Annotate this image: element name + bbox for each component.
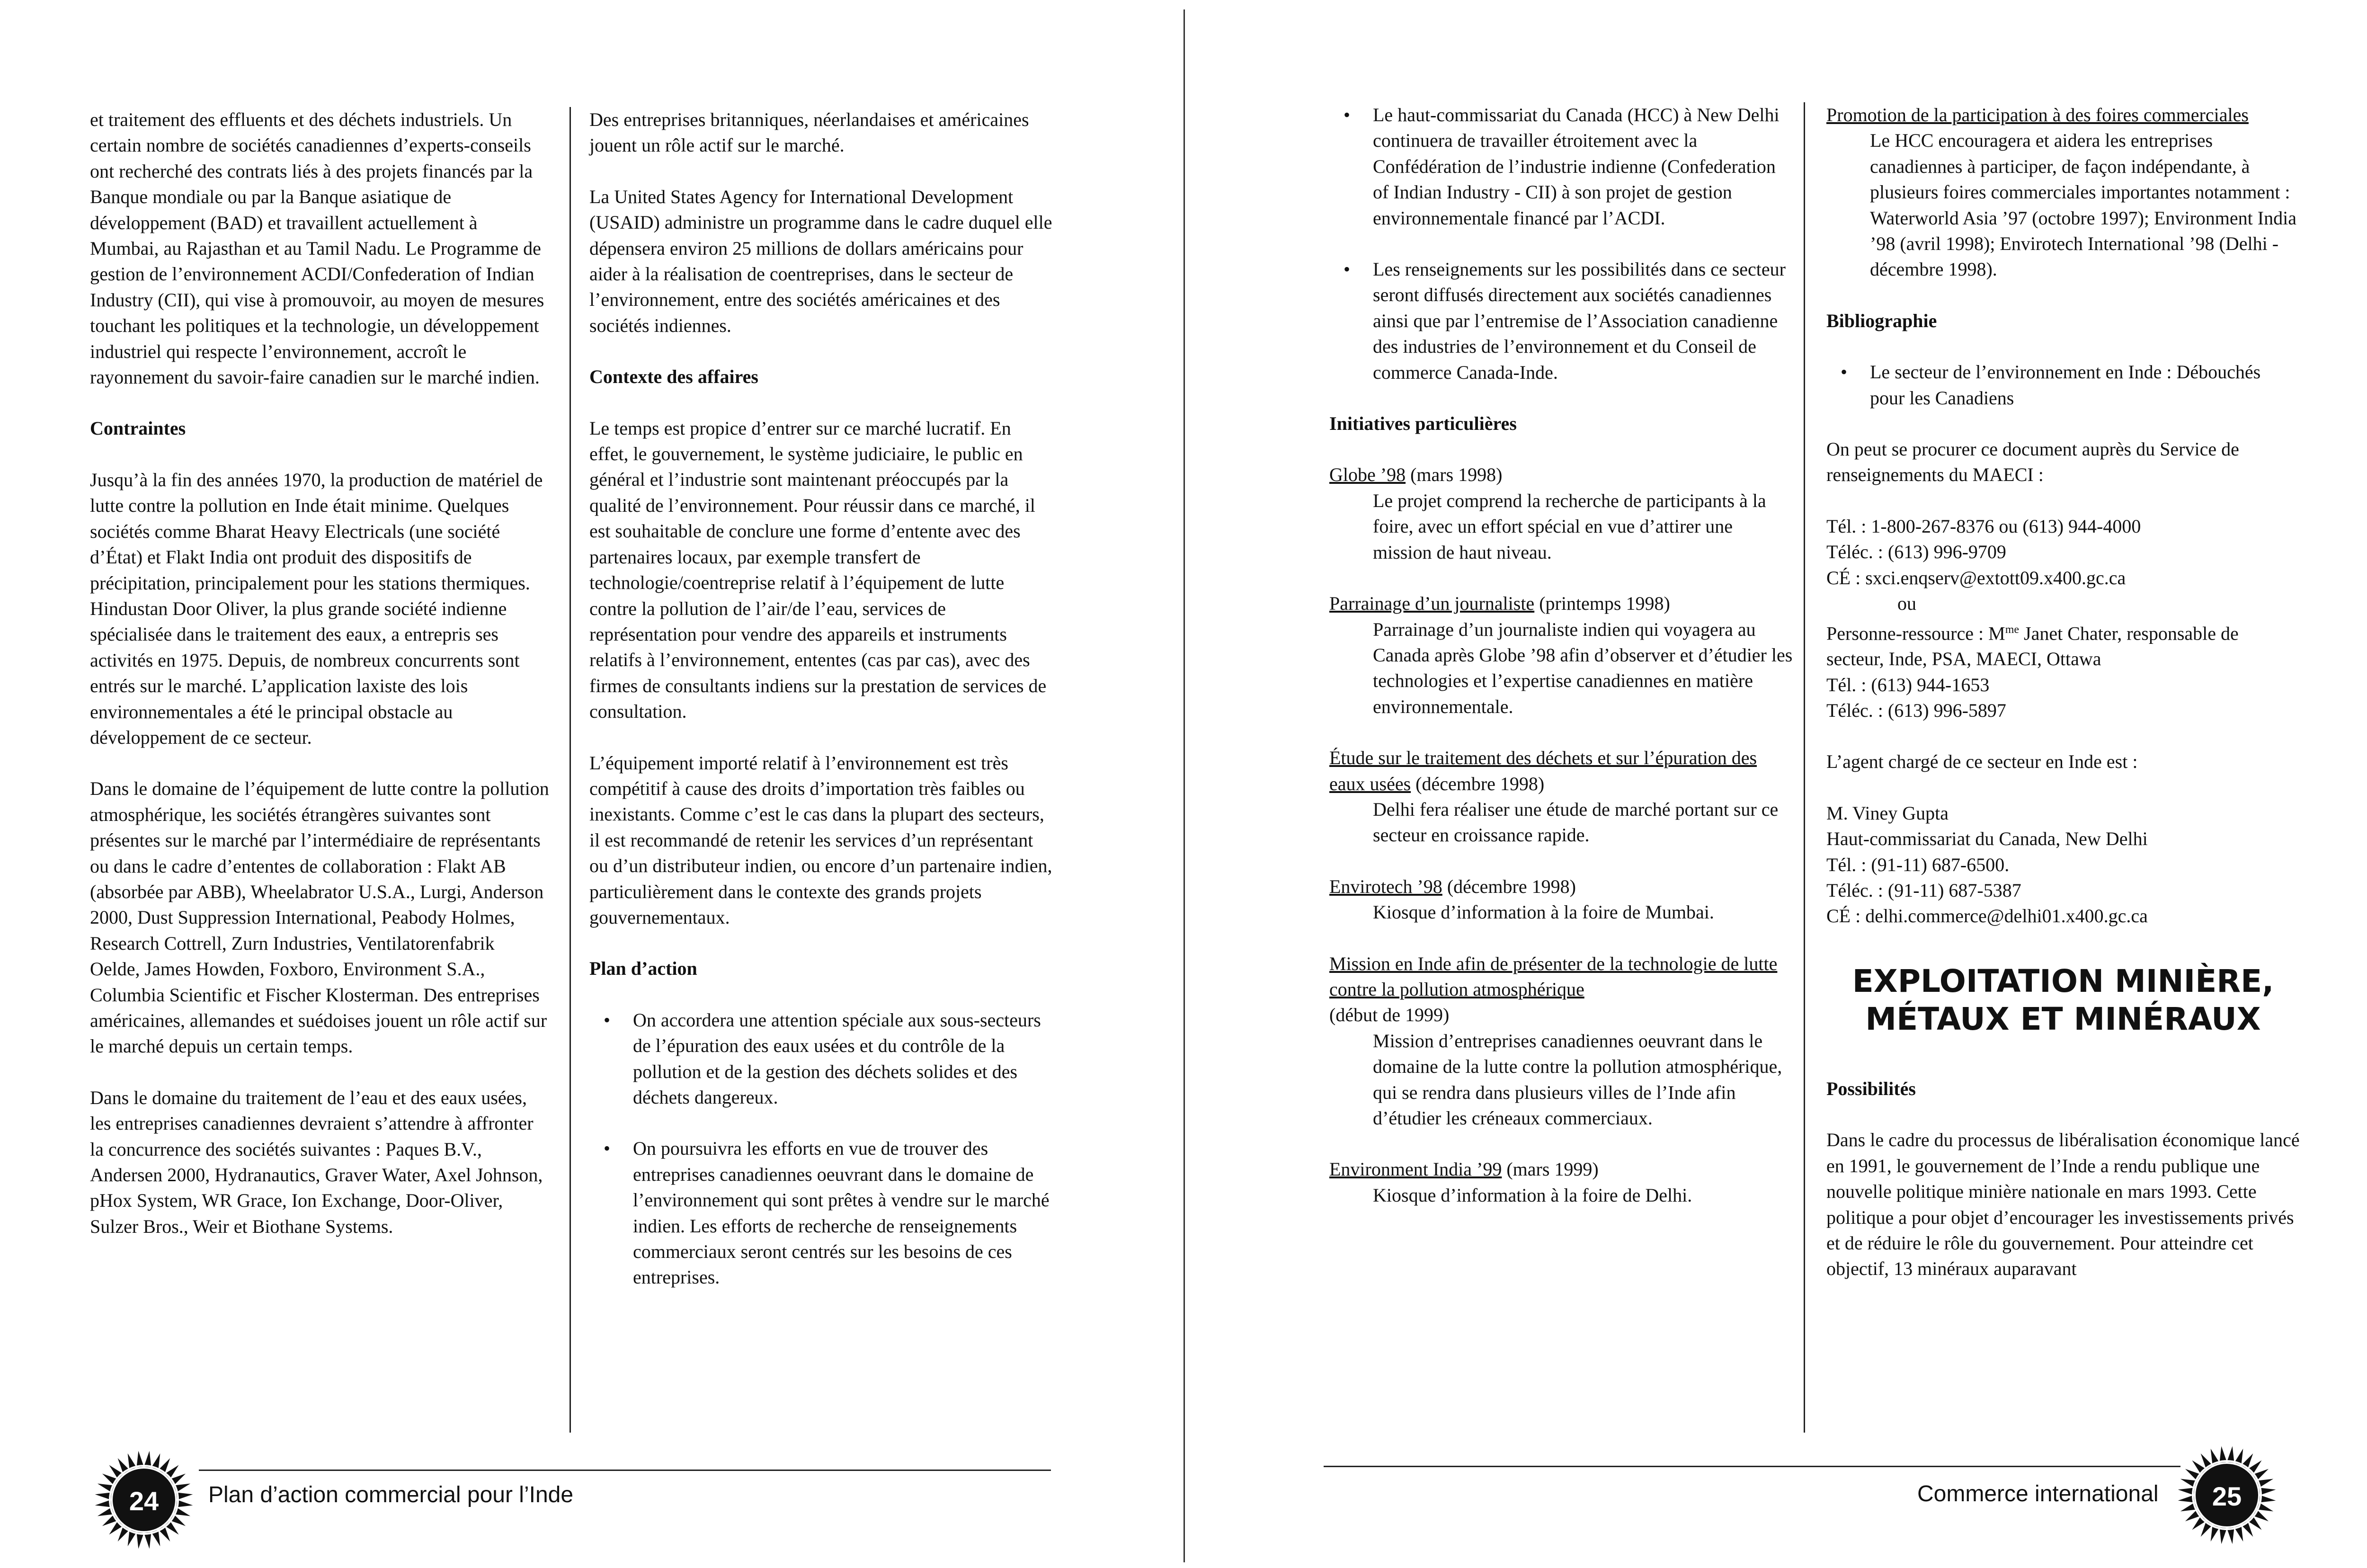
page-number: 24 [129,1486,159,1516]
paragraph: et traitement des effluents et des déchets industriels. Un certain nombre de sociétés canadiennes d’experts-conseils ont recherché des contrats liés à des projets financés par la Banque mondiale ou par la Banque asiatique de développement (BAD) et travaillent actuellement à Mumbai, au Rajasthan et au Tamil Nadu. Le Programme de gestion de l’environnement ACDI/Confederation of Indian Industry (CII), qui vise à promouvoir, au moyen de mesures touchant les politiques et la technologie, un développement industriel qui respecte l’environnement, accroît le rayonnement du savoir-faire canadien sur le marché indien. [90,109,544,388]
page-number-badge [93,1449,195,1551]
initiative-item: Globe ’98 (mars 1998) Le projet comprend la recherche de participants à la foire, avec un effort spécial en vue d’attirer une mission de haut niveau. [1329,464,1766,563]
chapter-heading: EXPLOITATION MINIÈRE, MÉTAUX ET MINÉRAUX [1852,962,2274,1037]
left-column-2 [589,107,1053,1316]
section-heading: Plan d’action [589,958,697,980]
section-heading: Bibliographie [1826,310,1937,331]
initiative-item: Envirotech ’98 (décembre 1998) Kiosque d’information à la foire de Mumbai. [1329,875,1714,923]
paragraph: Le temps est propice d’entrer sur ce marché lucratif. En effet, le gouvernement, le système judiciaire, le public en général et l’industrie sont maintenant préoccupés par la qualité de l’environnement. Pour réussir dans ce marché, il est souhaitable de conclure une forme d’entente avec des partenaires locaux, par exemple transfert de technologie/coentreprise relatif à l’équipement de lutte contre la pollution de l’air/de l’eau, services de représentation pour vendre des appareils et instruments relatifs à l’environnement, ententes (cas par cas), avec des firmes de consultants indiens sur la prestation de services de consultation. [589,417,1047,722]
section-heading: Contexte des affaires [589,366,758,388]
page-gutter [1184,9,1185,1562]
initiative-item: Parrainage d’un journaliste (printemps 1998) Parrainage d’un journaliste indien qui voyagera au Canada après Globe ’98 afin d’observer et d’étudier les technologies et l’expertise canadiennes en matière environnementale. [1329,593,1793,717]
initiative-item: Environment India ’99 (mars 1999) Kiosque d’information à la foire de Delhi. [1329,1158,1692,1206]
bullet-icon: • [604,1138,611,1159]
section-heading: Possibilités [1826,1078,1916,1099]
contact-block: Tél. : 1-800-267-8376 ou (613) 944-4000 Téléc. : (613) 996-9709 CÉ : sxci.enqserv@extott09.x400.gc.ca ou Personne-ressource : $M^{me}$ Janet Chater, responsable de secteur, Inde, PSA, MAECI, Ottawa Tél. : (613) 944-1653 Téléc. : (613) 996-5897 [1826,515,2239,722]
initiative-title: Parrainage d’un journaliste [1329,593,1535,615]
agent-contact: M. Viney Gupta Haut-commissariat du Canada, New Delhi Tél. : (91-11) 687-6500. Téléc. : (91-11) 687-5387 CÉ : delhi.commerce@delhi01.x400.gc.ca [1826,802,2148,927]
bullet-item: • Les renseignements sur les possibilités dans ce secteur seront diffusés directement aux sociétés canadiennes ainsi que par l’entremise de l’Association canadienne des industries de l’environnement et du Conseil de commerce Canada-Inde. [1329,257,1793,385]
paragraph: Des entreprises britanniques, néerlandaises et américaines jouent un rôle actif sur le marché. [589,109,1029,156]
paragraph: Jusqu’à la fin des années 1970, la production de matériel de lutte contre la pollution en Inde était minime. Quelques sociétés comme Bharat Heavy Electricals (une société d’État) et Flakt India ont produit des dispositifs de précipitation, principalement pour les stations thermiques. Hindustan Door Oliver, la plus grande société indienne spécialisée dans le traitement des eaux, a entrepris ses activités en 1975. Depuis, de nombreux concurrents sont entrés sur le marché. L’application laxiste des lois environnementales a été le principal obstacle au développement de ce secteur. [90,469,543,748]
initiative-item: Étude sur le traitement des déchets et sur l’épuration des eaux usées (décembre 1998) Delhi fera réaliser une étude de marché portant sur ce secteur en croissance rapide. [1329,747,1779,846]
paragraph: L’agent chargé de ce secteur en Inde est : [1826,751,2138,773]
section-heading: Contraintes [90,418,186,439]
bullet-icon: • [1344,258,1351,280]
bullet-item: • Le secteur de l’environnement en Inde : Débouchés pour les Canadiens [1826,359,2300,411]
initiative-title: Mission en Inde afin de présenter de la technologie de lutte contre la pollution atmosphérique [1329,953,1778,1000]
column-divider [570,107,571,1433]
bullet-item: • On accordera une attention spéciale aux sous-secteurs de l’épuration des eaux usées et du contrôle de la pollution et de la gestion des déchets solides et des déchets dangereux. [589,1007,1053,1111]
right-column-1 [1329,102,1793,1234]
page-number: 25 [2212,1481,2242,1511]
paragraph: L’équipement importé relatif à l’environnement est très compétitif à cause des droits d’importation très faibles ou inexistants. Comme c’est le cas dans la plupart des secteurs, il est recommandé de retenir les services d’un représentant ou d’un distributeur indien, ou encore d’un partenaire indien, particulièrement dans le contexte des grands projets gouvernementaux. [589,752,1052,928]
paragraph: La United States Agency for International Development (USAID) administre un programme dans le cadre duquel elle dépensera environ 25 millions de dollars américains pour aider à la réalisation de coentreprises, dans le secteur de l’environnement, entre des sociétés américaines et des sociétés indiennes. [589,186,1052,336]
promotion-block: Promotion de la participation à des foires commerciales Le HCC encouragera et aidera les entreprises canadiennes à participer, de façon indépendante, à plusieurs foires commerciales importantes notamment : Waterworld Asia ’97 (octobre 1997); Environment India ’98 (avril 1998); Envirotech International ’98 (Delhi - décembre 1998). [1826,104,2296,280]
promotion-title: Promotion de la participation à des foires commerciales [1826,104,2249,125]
bullet-item: • Le haut-commissariat du Canada (HCC) à New Delhi continuera de travailler étroitement avec la Confédération de l’industrie indienne (Confederation of Indian Industry - CII) à son projet de gestion environnementale financé par l’ACDI. [1329,102,1793,231]
footer-title: Commerce international [1917,1481,2159,1506]
initiative-title: Environment India ’99 [1329,1158,1502,1180]
footer-rule [199,1470,1051,1471]
initiative-title: Étude sur le traitement des déchets et sur l’épuration des eaux usées [1329,747,1757,794]
left-column-1 [90,107,549,1265]
right-column-2 [1826,102,2300,1308]
sunburst-icon [93,1449,195,1551]
bullet-item: • On poursuivra les efforts en vue de trouver des entreprises canadiennes oeuvrant dans le domaine de l’environnement qui sont prêtes à vendre sur le marché indien. Les efforts de recherche de renseignements commerciaux seront centrés sur les besoins de ces entreprises. [589,1136,1053,1290]
bullet-icon: • [604,1009,611,1031]
initiative-item: Mission en Inde afin de présenter de la technologie de lutte contre la pollution atmosphérique (début de 1999) Mission d’entreprises canadiennes oeuvrant dans le domaine de la lutte contre la pollution atmosphérique, qui se rendra dans plusieurs villes de l’Inde afin d’étudier les créneaux commerciaux. [1329,953,1782,1129]
footer-title: Plan d’action commercial pour l’Inde [208,1482,574,1507]
column-divider [1804,102,1805,1433]
initiative-title: Globe ’98 [1329,464,1406,486]
bullet-icon: • [1841,361,1848,383]
page-number-badge [2176,1444,2278,1546]
paragraph: Dans le cadre du processus de libéralisation économique lancé en 1991, le gouvernement de l’Inde a rendu publique une nouvelle politique minière nationale en mars 1993. Cette politique a pour objet d’encourager les investissements privés et de réduire le rôle du gouvernement. Pour atteindre cet objectif, 13 minéraux auparavant [1826,1129,2300,1280]
section-heading: Initiatives particulières [1329,413,1517,435]
bullet-icon: • [1344,104,1351,125]
paragraph: Dans le domaine du traitement de l’eau et des eaux usées, les entreprises canadiennes devraient s’attendre à affronter la concurrence des sociétés suivantes : Paques B.V., Andersen 2000, Hydranautics, Graver Water, Axel Johnson, pHox System, WR Grace, Ion Exchange, Door-Oliver, Sulzer Bros., Weir et Biothane Systems. [90,1087,543,1237]
footer-rule [1324,1466,2180,1467]
paragraph: Dans le domaine de l’équipement de lutte contre la pollution atmosphérique, les sociétés étrangères suivantes sont présentes sur le marché par l’intermédiaire de représentants ou dans le cadre d’ententes de collaboration : Flakt AB (absorbée par ABB), Wheelabrator U.S.A., Lurgi, Anderson 2000, Dust Suppression International, Peabody Holmes, Research Cottrell, Zurn Industries, Ventilatorenfabrik Oelde, James Howden, Foxboro, Environment S.A., Columbia Scientific et Fischer Klosterman. Des entreprises américaines, allemandes et suédoises jouent un rôle actif sur le marché depuis un certain temps. [90,778,549,1057]
sunburst-icon [2176,1444,2278,1546]
initiative-title: Envirotech ’98 [1329,875,1442,897]
paragraph: On peut se procurer ce document auprès du Service de renseignements du MAECI : [1826,438,2239,486]
